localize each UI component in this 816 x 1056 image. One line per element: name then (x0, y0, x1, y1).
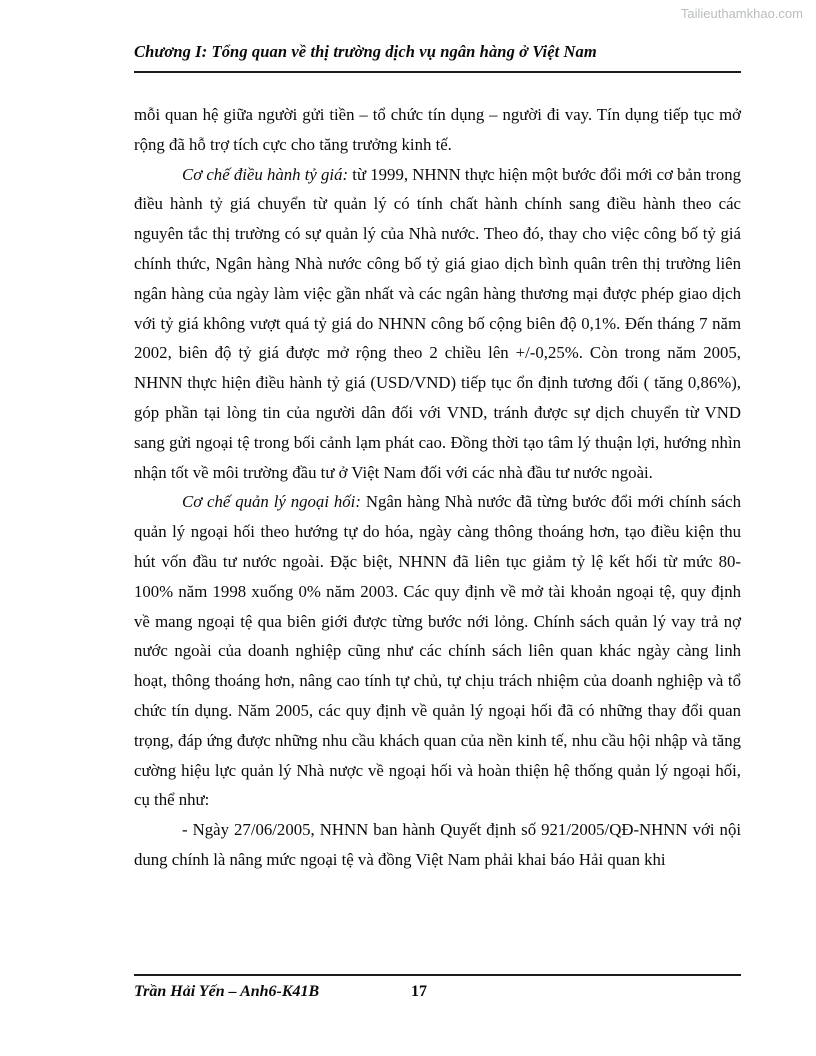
paragraph (134, 487, 741, 815)
paragraph-text: từ 1999, NHNN thực hiện một bước đổi mới cơ bản trong điều hành tỷ giá chuyển từ quản lý có tính chất hành chính sang điều hành theo các nguyên tắc thị trường có sự quản lý của Nhà nước. Theo đó, thay cho việc công bố tỷ giá chính thức, Ngân hàng Nhà nước công bố tỷ giá giao dịch bình quân trên thị trường liên ngân hàng của ngày làm việc gần nhất và các ngân hàng thương mại được phép giao dịch với tỷ giá không vượt quá tỷ giá do NHNN công bố cộng biên độ 0,1%. Đến tháng 7 năm 2002, biên độ tỷ giá được mở rộng theo 2 chiều lên +/-0,25%. Còn trong năm 2005, NHNN thực hiện điều hành tỷ giá (USD/VND) tiếp tục ổn định tương đối ( tăng 0,86%), góp phần tại lòng tin của người dân đối với VND, tránh được sự dịch chuyển từ VND sang gửi ngoại tệ trong bối cảnh lạm phát cao. Đồng thời tạo tâm lý thuận lợi, hướng nhìn nhận tốt về môi trường đầu tư ở Việt Nam đối với các nhà đầu tư nước ngoài. (134, 164, 742, 482)
paragraph (134, 815, 741, 875)
footer-author: Trần Hải Yến – Anh6-K41B (134, 983, 320, 1000)
header-rule (134, 71, 741, 73)
document-body (134, 100, 741, 875)
chapter-title: Chương I: Tổng quan về thị trường dịch vụ ngân hàng ở Việt Nam (134, 42, 597, 61)
paragraph-lead-italic: Cơ chế điều hành tỷ giá: (182, 164, 349, 184)
paragraph-text: Ngân hàng Nhà nước đã từng bước đổi mới chính sách quản lý ngoại hối theo hướng tự do hóa, ngày càng thông thoáng hơn, tạo điều kiện thu hút vốn đầu tư nước ngoài. Đặc biệt, NHNN đã liên tục giảm tỷ lệ kết hối từ mức 80-100% năm 1998 xuống 0% năm 2003. Các quy định về mở tài khoản ngoại tệ, quy định về mang ngoại tệ qua biên giới được từng bước nới lỏng. Chính sách quản lý vay trả nợ nước ngoài của doanh nghiệp cũng như các chính sách liên quan khác ngày càng linh hoạt, thông thoáng hơn, nâng cao tính tự chủ, tự chịu trách nhiệm của doanh nghiệp và tổ chức tín dụng. Năm 2005, các quy định về quản lý ngoại hối đã có những thay đổi quan trọng, đáp ứng được những nhu cầu khách quan của nền kinh tế, nhu cầu hội nhập và tăng cường hiệu lực quản lý Nhà nược về ngoại hối và hoàn thiện hệ thống quản lý ngoại hối, cụ thể như: (134, 492, 741, 810)
footer-rule (134, 974, 741, 976)
paragraph-text: - Ngày 27/06/2005, NHNN ban hành Quyết định số 921/2005/QĐ-NHNN với nội dung chính là nâng mức ngoại tệ và đồng Việt Nam phải khai báo Hải quan khi (134, 820, 741, 869)
watermark: Tailieuthamkhao.com (680, 6, 803, 21)
page-footer (134, 983, 741, 1001)
page-header (134, 42, 741, 62)
paragraph-lead-italic: Cơ chế quản lý ngoại hối: (182, 492, 361, 512)
paragraph-text: mỗi quan hệ giữa người gửi tiền – tổ chức tín dụng – người đi vay. Tín dụng tiếp tục mở rộng đã hỗ trợ tích cực cho tăng trưởng kinh tế. (134, 105, 741, 154)
page-number: 17 (411, 983, 427, 1000)
paragraph (134, 100, 741, 160)
paragraph (134, 160, 741, 488)
